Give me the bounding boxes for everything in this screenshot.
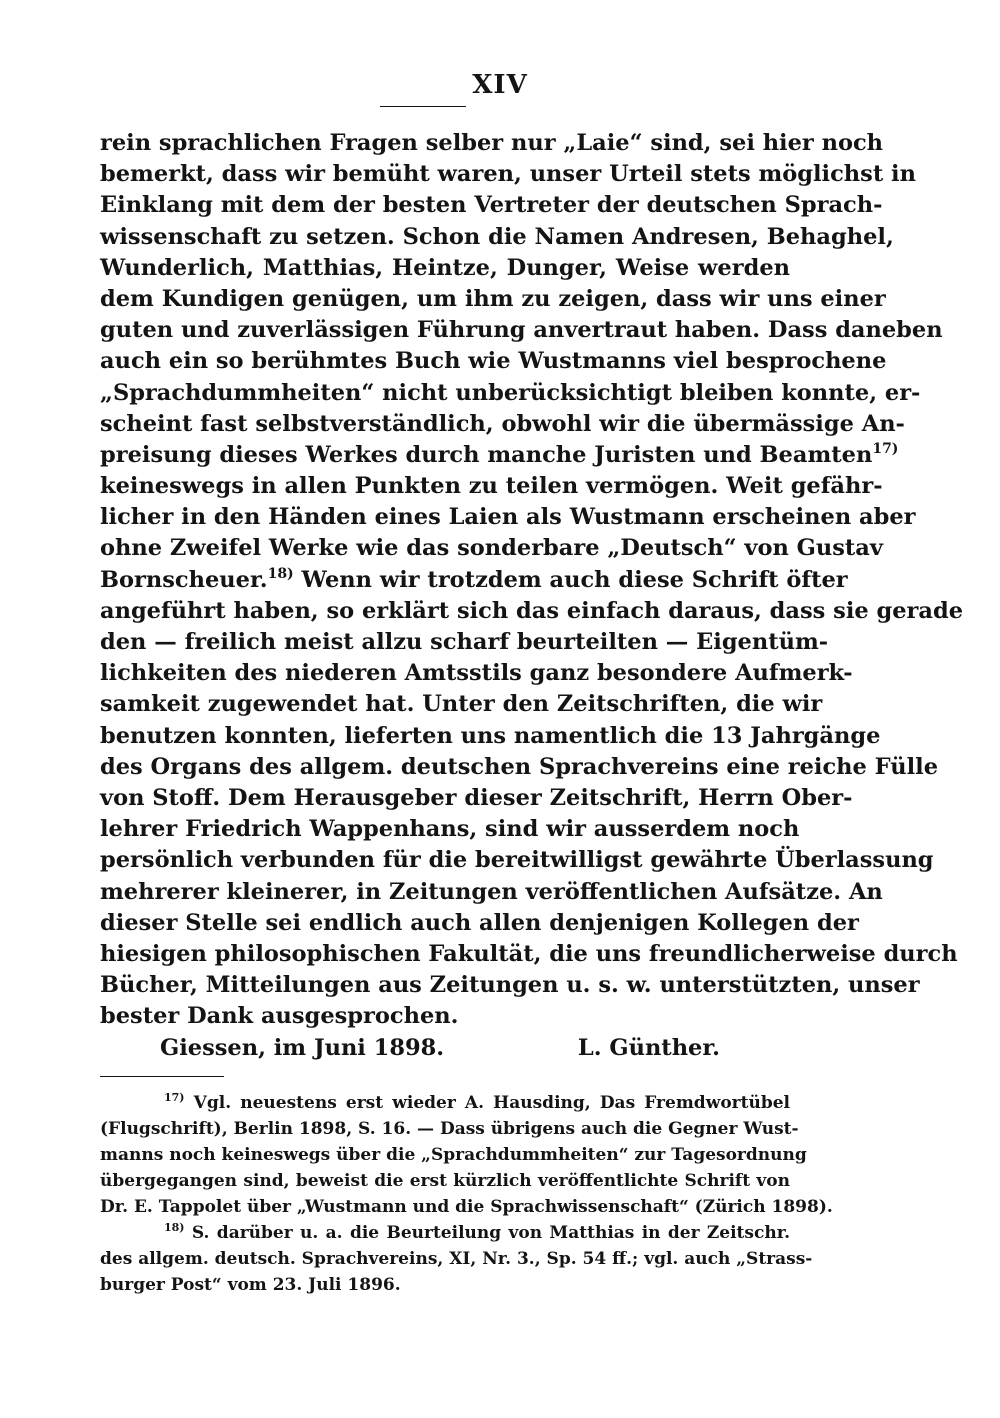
- text-line: Einklang mit dem der besten Vertreter der deutschen Sprach-: [100, 192, 883, 219]
- text-line: scheint fast selbstverständlich, obwohl wir die übermässige An-: [100, 410, 905, 437]
- text-line: lichkeiten des niederen Amtsstils ganz besondere Aufmerk-: [100, 660, 853, 687]
- text-line: wissenschaft zu setzen. Schon die Namen Andresen, Behaghel,: [100, 223, 894, 250]
- footnote-reference-17: 17): [872, 440, 899, 457]
- text-line: rein sprachlichen Fragen selber nur „Laie“ sind, sei hier noch: [100, 130, 884, 156]
- text-line: angeführt haben, so erklärt sich das einfach daraus, dass sie gerade: [100, 597, 964, 624]
- place-date: Giessen, im Juni 1898.: [160, 1035, 445, 1061]
- text-line: den — freilich meist allzu scharf beurteilten — Eigentüm-: [100, 629, 829, 655]
- footnote-reference-18: 18): [267, 565, 294, 582]
- footnote-line: Dr. E. Tappolet über „Wustmann und die Sprachwissenschaft“ (Zürich 1898).: [100, 1197, 833, 1217]
- text-segment: Wenn wir trotzdem auch diese Schrift öfter: [301, 566, 848, 593]
- text-line-with-footnote: [100, 565, 848, 596]
- body-text: [100, 128, 964, 1032]
- page-number: XIV: [472, 70, 528, 100]
- text-segment: Bornscheuer.: [100, 566, 268, 593]
- author-name: L. Günther.: [577, 1035, 720, 1061]
- text-segment: S. darüber u. a. die Beurteilung von Matthias in der Zeitschr.: [191, 1223, 791, 1243]
- text-line: des Organs des allgem. deutschen Sprachvereins eine reiche Fülle: [100, 753, 939, 780]
- footnote-line: burger Post“ vom 23. Juli 1896.: [100, 1275, 401, 1295]
- footnote-17-first-line: [100, 1090, 790, 1116]
- text-line: mehrerer kleinerer, in Zeitungen veröffentlichen Aufsätze. An: [100, 878, 883, 905]
- text-line: samkeit zugewendet hat. Unter den Zeitschriften, die wir: [100, 691, 823, 718]
- text-line: persönlich verbunden für die bereitwilligst gewährte Überlassung: [100, 847, 934, 874]
- footnote-marker-17: 17): [164, 1091, 185, 1104]
- footnote-rule: [100, 1076, 224, 1077]
- text-line: hiesigen philosophischen Fakultät, die uns freundlicherweise durch: [100, 940, 958, 967]
- footnote-line: (Flugschrift), Berlin 1898, S. 16. — Dass übrigens auch die Gegner Wust-: [100, 1119, 799, 1139]
- text-segment: preisung dieses Werkes durch manche Juristen und Beamten: [100, 441, 873, 468]
- text-line: auch ein so berühmtes Buch wie Wustmanns viel besprochene: [100, 348, 887, 375]
- text-line: „Sprachdummheiten“ nicht unberücksichtigt bleiben konnte, er-: [100, 379, 921, 406]
- footnotes: [100, 1090, 833, 1298]
- footnote-line: manns noch keineswegs über die „Sprachdummheiten“ zur Tagesordnung: [100, 1145, 807, 1165]
- footnote-18-first-line: [100, 1220, 790, 1246]
- text-line: Wunderlich, Matthias, Heintze, Dunger, Weise werden: [100, 254, 790, 281]
- footnote-line: übergegangen sind, beweist die erst kürzlich veröffentlichte Schrift von: [100, 1171, 790, 1191]
- text-line: bester Dank ausgesprochen.: [100, 1003, 459, 1030]
- text-line: bemerkt, dass wir bemüht waren, unser Urteil stets möglichst in: [100, 161, 916, 188]
- text-segment: Vgl. neuestens erst wieder A. Hausding, Das Fremdwortübel: [193, 1093, 791, 1113]
- text-line: dieser Stelle sei endlich auch allen denjenigen Kollegen der: [100, 909, 859, 936]
- signature-line: [160, 1033, 720, 1064]
- text-line: guten und zuverlässigen Führung anvertraut haben. Dass daneben: [100, 317, 943, 344]
- header-rule: [380, 106, 466, 107]
- text-line: Bücher, Mitteilungen aus Zeitungen u. s. w. unterstützten, unser: [100, 972, 920, 999]
- text-line: keineswegs in allen Punkten zu teilen vermögen. Weit gefähr-: [100, 473, 883, 500]
- text-line: ohne Zweifel Werke wie das sonderbare „Deutsch“ von Gustav: [100, 535, 883, 562]
- text-line: dem Kundigen genügen, um ihm zu zeigen, dass wir uns einer: [100, 285, 886, 312]
- footnote-marker-18: 18): [164, 1221, 185, 1234]
- text-line: benutzen konnten, lieferten uns namentlich die 13 Jahrgänge: [100, 722, 881, 749]
- text-line-with-footnote: [100, 440, 899, 471]
- text-line: lehrer Friedrich Wappenhans, sind wir ausserdem noch: [100, 816, 800, 843]
- text-line: licher in den Händen eines Laien als Wustmann erscheinen aber: [100, 504, 916, 531]
- footnote-line: des allgem. deutsch. Sprachvereins, XI, Nr. 3., Sp. 54 ff.; vgl. auch „Strass-: [100, 1249, 813, 1269]
- text-line: von Stoff. Dem Herausgeber dieser Zeitschrift, Herrn Ober-: [100, 784, 853, 811]
